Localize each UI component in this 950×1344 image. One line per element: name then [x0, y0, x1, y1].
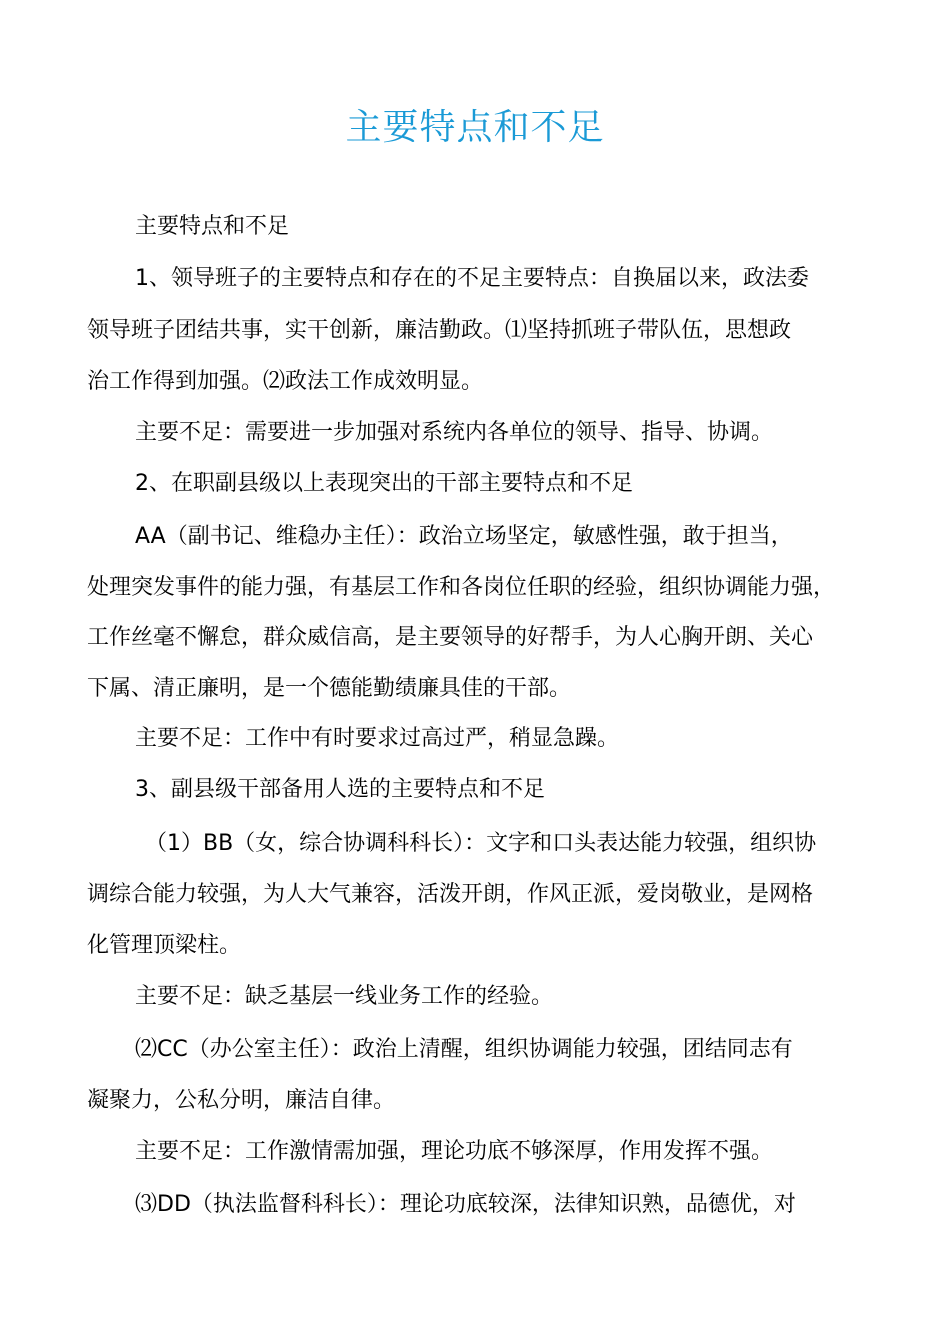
paragraph-line: 凝聚力，公私分明，廉洁自律。	[87, 1088, 396, 1113]
paragraph-line: 主要不足：需要进一步加强对系统内各单位的领导、指导、协调。	[135, 420, 774, 445]
paragraph-line: AA（副书记、维稳办主任）：政治立场坚定，敏感性强，敢于担当，	[135, 524, 793, 549]
paragraph-line: 处理突发事件的能力强，有基层工作和各岗位任职的经验，组织协调能力强，	[87, 575, 836, 600]
paragraph-line: 主要不足：工作激情需加强，理论功底不够深厚，作用发挥不强。	[135, 1139, 774, 1164]
paragraph-line: 主要特点和不足	[135, 214, 290, 239]
paragraph-line: 调综合能力较强，为人大气兼容，活泼开朗，作风正派，爱岗敬业，是网格	[87, 882, 814, 907]
paragraph-line: 领导班子团结共事，实干创新，廉洁勤政。⑴坚持抓班子带队伍，思想政	[87, 318, 792, 343]
paragraph-line: 下属、清正廉明，是一个德能勤绩廉具佳的干部。	[87, 676, 572, 701]
paragraph-line: （1）BB（女，综合协调科科长）：文字和口头表达能力较强，组织协	[145, 831, 817, 856]
paragraph-line: ⑶DD（执法监督科科长）：理论功底较深，法律知识熟，品德优，对	[135, 1192, 796, 1217]
paragraph-line: 工作丝毫不懈怠，群众威信高，是主要领导的好帮手，为人心胸开朗、关心	[87, 625, 814, 650]
paragraph-line: 化管理顶梁柱。	[87, 933, 242, 958]
document-title: 主要特点和不足	[345, 107, 605, 148]
paragraph-line: 2、在职副县级以上表现突出的干部主要特点和不足	[135, 471, 633, 496]
paragraph-line: 主要不足：工作中有时要求过高过严，稍显急躁。	[135, 726, 620, 751]
paragraph-line: 3、副县级干部备用人选的主要特点和不足	[135, 777, 545, 802]
paragraph-line: 1、领导班子的主要特点和存在的不足主要特点：自换届以来，政法委	[135, 266, 809, 291]
paragraph-line: 治工作得到加强。⑵政法工作成效明显。	[87, 369, 484, 394]
paragraph-line: 主要不足：缺乏基层一线业务工作的经验。	[135, 984, 554, 1009]
paragraph-line: ⑵CC（办公室主任）：政治上清醒，组织协调能力较强，团结同志有	[135, 1037, 793, 1062]
